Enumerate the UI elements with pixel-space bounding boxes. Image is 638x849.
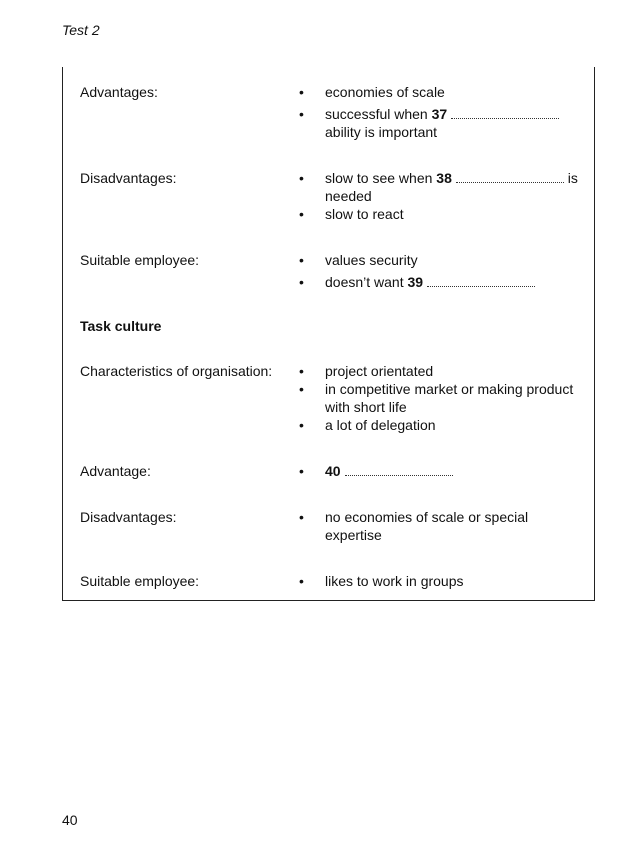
list-item [299,251,589,269]
bullet-icon: • [299,509,304,525]
bullet-icon: • [299,170,304,186]
answer-blank-37[interactable] [451,106,559,119]
item-text: no economies of scale or special [325,509,529,525]
answer-blank-40[interactable] [345,463,453,476]
bullet-icon: • [299,252,304,268]
list-item [299,273,589,291]
row-label: Characteristics of organisation: [80,363,273,379]
item-text-continued: ability is important [325,124,438,140]
bullet-icon: • [299,463,304,479]
item-text: slow to see when [325,170,437,186]
item-text: doesn’t want [325,274,408,290]
item-text: likes to work in groups [325,573,464,589]
bullet-icon: • [299,417,304,433]
bullet-icon: • [299,274,304,290]
list-item [299,380,589,416]
question-number: 39 [407,274,424,290]
list-item [299,572,589,590]
row-label: Suitable employee: [80,573,200,589]
row-label: Disadvantages: [80,170,177,186]
item-text-continued: needed [325,188,372,204]
row-label: Advantages: [80,84,158,100]
item-text: in competitive market or making product [325,381,574,397]
answer-blank-39[interactable] [427,274,535,287]
page-number: 40 [62,812,78,828]
list-item [299,83,589,101]
section-heading: Task culture [80,318,162,334]
item-text: a lot of delegation [325,417,436,433]
question-number: 40 [325,463,341,479]
item-text-after: is [563,170,578,186]
item-text: slow to react [325,206,404,222]
item-text: economies of scale [325,84,445,100]
row-label: Disadvantages: [80,509,177,525]
row-label: Advantage: [80,463,151,479]
item-text: successful when [325,106,432,122]
bullet-icon: • [299,363,304,379]
bullet-icon: • [299,206,304,222]
bullet-icon: • [299,381,304,397]
list-item [299,362,589,380]
answer-blank-38[interactable] [456,170,564,183]
row-label: Suitable employee: [80,252,200,268]
notes-table [62,67,595,601]
question-number: 37 [431,106,448,122]
list-item [299,205,589,223]
question-number: 38 [436,170,452,186]
item-text: values security [325,252,418,268]
item-text-continued: with short life [325,399,407,415]
list-item [299,508,589,544]
list-item [299,105,589,141]
list-item [299,169,589,205]
bullet-icon: • [299,573,304,589]
list-item [299,416,589,434]
list-item [299,462,589,480]
item-text: project orientated [325,363,434,379]
bullet-icon: • [299,106,304,122]
bullet-icon: • [299,84,304,100]
item-text-continued: expertise [325,527,382,543]
page-header: Test 2 [62,22,100,38]
